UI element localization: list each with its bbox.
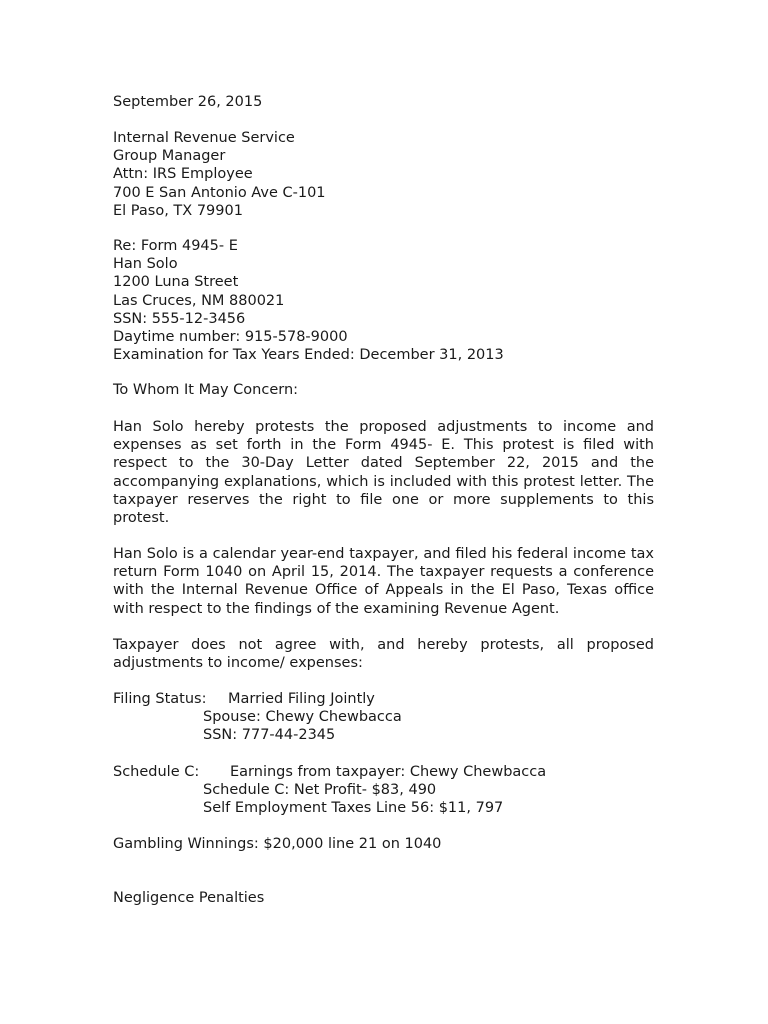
reference-line: 1200 Luna Street	[113, 274, 239, 291]
paragraph-protest: Han Solo hereby protests the proposed adjustments to income and expenses as set forth in the Form 4945- E. This protest is filed with respect to the 30-Day Letter dated September 22, 2015 and the accompanying explanations, which is included with this protest letter. The taxpayer reserves the right to file one or more supplements to this protest.	[113, 419, 654, 527]
letter-date: September 26, 2015	[113, 94, 263, 110]
salutation-block	[113, 381, 654, 399]
schedule-c-label: Schedule C:	[113, 764, 200, 780]
filing-status-block	[113, 690, 654, 745]
recipient-line: Attn: IRS Employee	[113, 166, 253, 183]
schedule-c-block	[113, 763, 654, 818]
recipient-line: Group Manager	[113, 148, 226, 165]
filing-status-value: Married Filing Jointly	[228, 691, 375, 707]
recipient-line: El Paso, TX 79901	[113, 202, 243, 219]
negligence-block	[113, 889, 654, 907]
salutation: To Whom It May Concern:	[113, 382, 299, 398]
reference-block	[113, 237, 654, 364]
negligence-line: Negligence Penalties	[113, 890, 265, 906]
spouse-line: Spouse: Chewy Chewbacca	[203, 709, 402, 726]
recipient-line: Internal Revenue Service	[113, 130, 295, 146]
se-taxes-line: Self Employment Taxes Line 56: $11, 797	[203, 800, 504, 817]
gambling-line: Gambling Winnings: $20,000 line 21 on 1040	[113, 836, 442, 852]
reference-line: Las Cruces, NM 880021	[113, 292, 285, 309]
reference-line: Examination for Tax Years Ended: December 31, 2013	[113, 347, 504, 364]
schedule-c-value: Earnings from taxpayer: Chewy Chewbacca	[230, 764, 547, 780]
reference-line: Daytime number: 915-578-9000	[113, 329, 348, 346]
gambling-block	[113, 835, 654, 853]
letter-date-block	[113, 93, 654, 111]
paragraph-disagreement: Taxpayer does not agree with, and hereby protests, all proposed adjustments to income/ expenses:	[113, 637, 654, 672]
reference-line: Re: Form 4945- E	[113, 238, 238, 254]
reference-line: Han Solo	[113, 256, 178, 273]
spouse-ssn-line: SSN: 777-44-2345	[203, 727, 336, 744]
paragraph-taxpayer-info: Han Solo is a calendar year-end taxpayer, and filed his federal income tax return Form 1040 on April 15, 2014. The taxpayer requests a conference with the Internal Revenue Office of Appeals in the El Paso, Texas office with respect to the findings of the examining Revenue Agent.	[113, 546, 654, 617]
reference-line: SSN: 555-12-3456	[113, 310, 246, 327]
recipient-address	[113, 129, 654, 220]
net-profit-line: Schedule C: Net Profit- $83, 490	[203, 782, 437, 799]
recipient-line: 700 E San Antonio Ave C-101	[113, 184, 326, 201]
filing-status-label: Filing Status:	[113, 691, 207, 707]
